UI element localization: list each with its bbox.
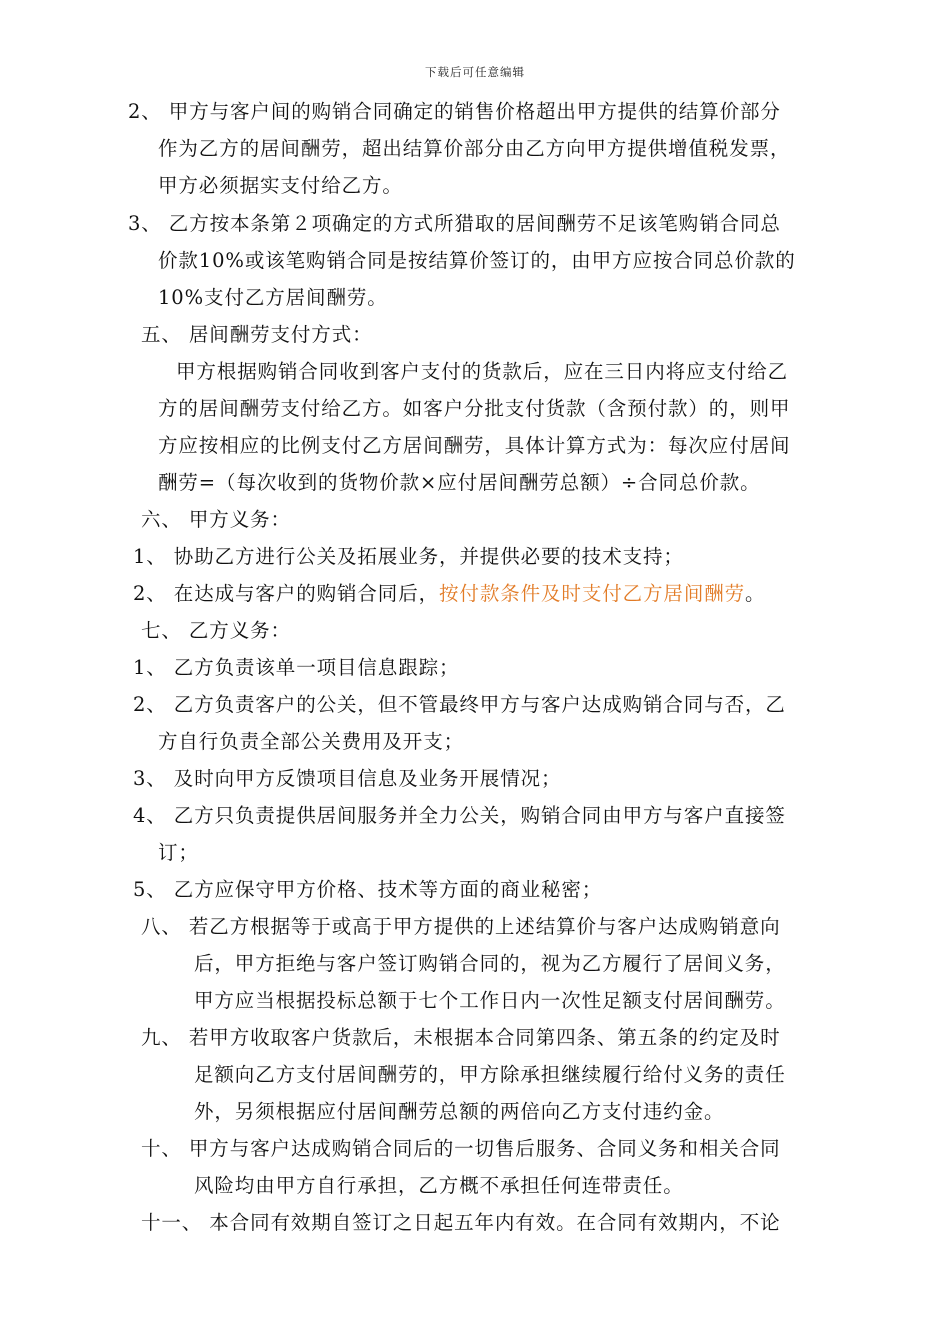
page-header-note: 下载后可任意编辑 bbox=[425, 65, 525, 79]
section-7-item-1: 1、 乙方负责该单一项目信息跟踪； bbox=[133, 656, 460, 679]
highlighted-payment-clause: 按付款条件及时支付乙方居间酬劳 bbox=[439, 582, 746, 605]
section-9-line-1: 九、 若甲方收取客户货款后，未根据本合同第四条、第五条的约定及时 bbox=[141, 1026, 781, 1049]
section-9-line-3: 外，另须根据应付居间酬劳总额的两倍向乙方支付违约金。 bbox=[194, 1100, 725, 1123]
section-7-item-4-line-1: 4、 乙方只负责提供居间服务并全力公关，购销合同由甲方与客户直接签 bbox=[133, 804, 786, 827]
section-5-heading: 五、 居间酬劳支付方式： bbox=[141, 323, 373, 346]
section-7-item-2-line-2: 方自行负责全部公关费用及开支； bbox=[158, 730, 465, 753]
section-6-item-2 bbox=[133, 582, 765, 606]
section-5-para-line-2: 方的居间酬劳支付给乙方。如客户分批支付货款（含预付款）的，则甲 bbox=[158, 397, 791, 420]
clause-3-line-3: 10%支付乙方居间酬劳。 bbox=[158, 286, 388, 309]
clause-3-line-2: 价款10%或该笔购销合同是按结算价签订的，由甲方应按合同总价款的 bbox=[158, 249, 796, 272]
section-7-heading: 七、 乙方义务： bbox=[141, 619, 291, 642]
section-6-item-2-end: 。 bbox=[745, 582, 766, 605]
clause-2-line-1: 2、 甲方与客户间的购销合同确定的销售价格超出甲方提供的结算价部分 bbox=[128, 100, 781, 123]
section-7-item-3: 3、 及时向甲方反馈项目信息及业务开展情况； bbox=[133, 767, 562, 790]
section-7-item-4-line-2: 订； bbox=[158, 841, 199, 864]
section-8-line-3: 甲方应当根据投标总额于七个工作日内一次性足额支付居间酬劳。 bbox=[194, 989, 786, 1012]
section-10-line-1: 十、 甲方与客户达成购销合同后的一切售后服务、合同义务和相关合同 bbox=[141, 1137, 781, 1160]
section-8-line-1: 八、 若乙方根据等于或高于甲方提供的上述结算价与客户达成购销意向 bbox=[141, 915, 781, 938]
section-6-item-2-text: 2、 在达成与客户的购销合同后， bbox=[133, 582, 440, 605]
section-9-line-2: 足额向乙方支付居间酬劳的，甲方除承担继续履行给付义务的责任 bbox=[194, 1063, 786, 1086]
section-11-line-1: 十一、 本合同有效期自签订之日起五年内有效。在合同有效期内，不论 bbox=[141, 1211, 781, 1234]
clause-2-line-3: 甲方必须据实支付给乙方。 bbox=[158, 174, 403, 197]
section-6-item-1: 1、 协助乙方进行公关及拓展业务，并提供必要的技术支持； bbox=[133, 545, 684, 568]
section-10-line-2: 风险均由甲方自行承担，乙方概不承担任何连带责任。 bbox=[194, 1174, 684, 1197]
section-5-para-line-4: 酬劳=（每次收到的货物价款×应付居间酬劳总额）÷合同总价款。 bbox=[158, 471, 761, 494]
section-6-heading: 六、 甲方义务： bbox=[141, 508, 291, 531]
section-8-line-2: 后，甲方拒绝与客户签订购销合同的，视为乙方履行了居间义务， bbox=[194, 952, 786, 975]
clause-2-line-2: 作为乙方的居间酬劳，超出结算价部分由乙方向甲方提供增值税发票， bbox=[158, 137, 791, 160]
clause-3-line-1: 3、 乙方按本条第２项确定的方式所猎取的居间酬劳不足该笔购销合同总 bbox=[128, 212, 781, 235]
section-7-item-5: 5、 乙方应保守甲方价格、技术等方面的商业秘密； bbox=[133, 878, 603, 901]
section-5-para-line-1: 甲方根据购销合同收到客户支付的货款后，应在三日内将应支付给乙 bbox=[176, 360, 789, 383]
section-5-para-line-3: 方应按相应的比例支付乙方居间酬劳，具体计算方式为：每次应付居间 bbox=[158, 434, 791, 457]
section-7-item-2-line-1: 2、 乙方负责客户的公关，但不管最终甲方与客户达成购销合同与否，乙 bbox=[133, 693, 786, 716]
